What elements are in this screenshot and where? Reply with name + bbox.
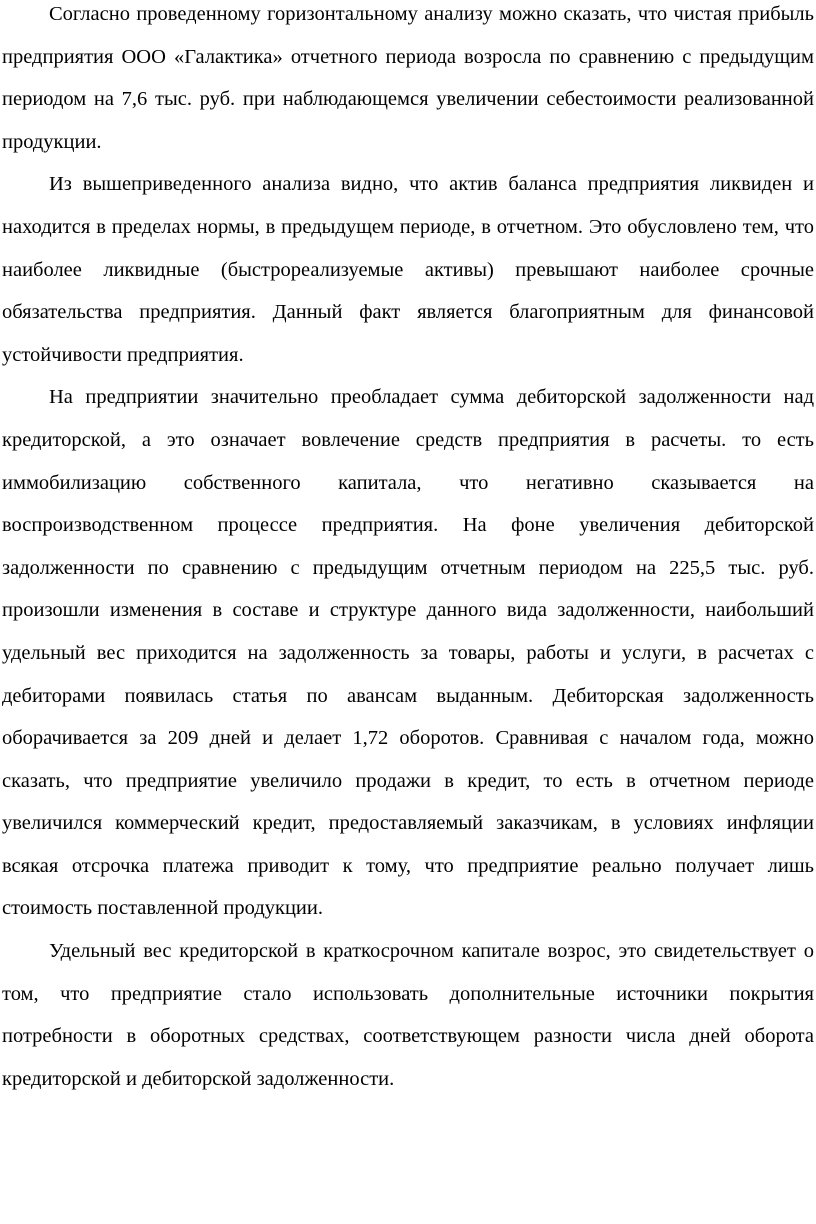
paragraph-net-profit: Согласно проведенному горизонтальному анализу можно сказать, что чистая прибыль предприятия ООО «Галактика» отчетного периода возросла по сравнению с предыдущим периодом на 7,6 тыс. руб. при наблюдающемся увеличении себестоимости реализованной продукции. bbox=[2, 3, 814, 153]
paragraph-receivables: На предприятии значительно преобладает сумма дебиторской задолженности над кредиторской, а это означает вовлечение средств предприятия в расчеты. то есть иммобилизацию собственного капитала, что негативно сказывается на воспроизводственном процессе предприятия. На фоне увеличения дебиторской задолженности по сравнению с предыдущим отчетным периодом на 225,5 тыс. руб. произошли изменения в составе и структуре данного вида задолженности, наибольший удельный вес приходится на задолженность за товары, работы и услуги, в расчетах с дебиторами появилась статья по авансам выданным. Дебиторская задолженность оборачивается за 209 дней и делает 1,72 оборотов. Сравнивая с началом года, можно сказать, что предприятие увеличило продажи в кредит, то есть в отчетном периоде увеличился коммерческий кредит, предоставляемый заказчикам, в условиях инфляции всякая отсрочка платежа приводит к тому, что предприятие реально получает лишь стоимость поставленной продукции. bbox=[2, 386, 814, 920]
paragraph-payables: Удельный вес кредиторской в краткосрочном капитале возрос, это свидетельствует о том, что предприятие стало использовать дополнительные источники покрытия потребности в оборотных средствах, соответствующем разности числа дней оборота кредиторской и дебиторской задолженности. bbox=[2, 940, 814, 1090]
paragraph-liquidity: Из вышеприведенного анализа видно, что актив баланса предприятия ликвиден и находится в пределах нормы, в предыдущем периоде, в отчетном. Это обусловлено тем, что наиболее ликвидные (быстрореализуемые активы) превышают наиболее срочные обязательства предприятия. Данный факт является благоприятным для финансовой устойчивости предприятия. bbox=[2, 173, 814, 366]
